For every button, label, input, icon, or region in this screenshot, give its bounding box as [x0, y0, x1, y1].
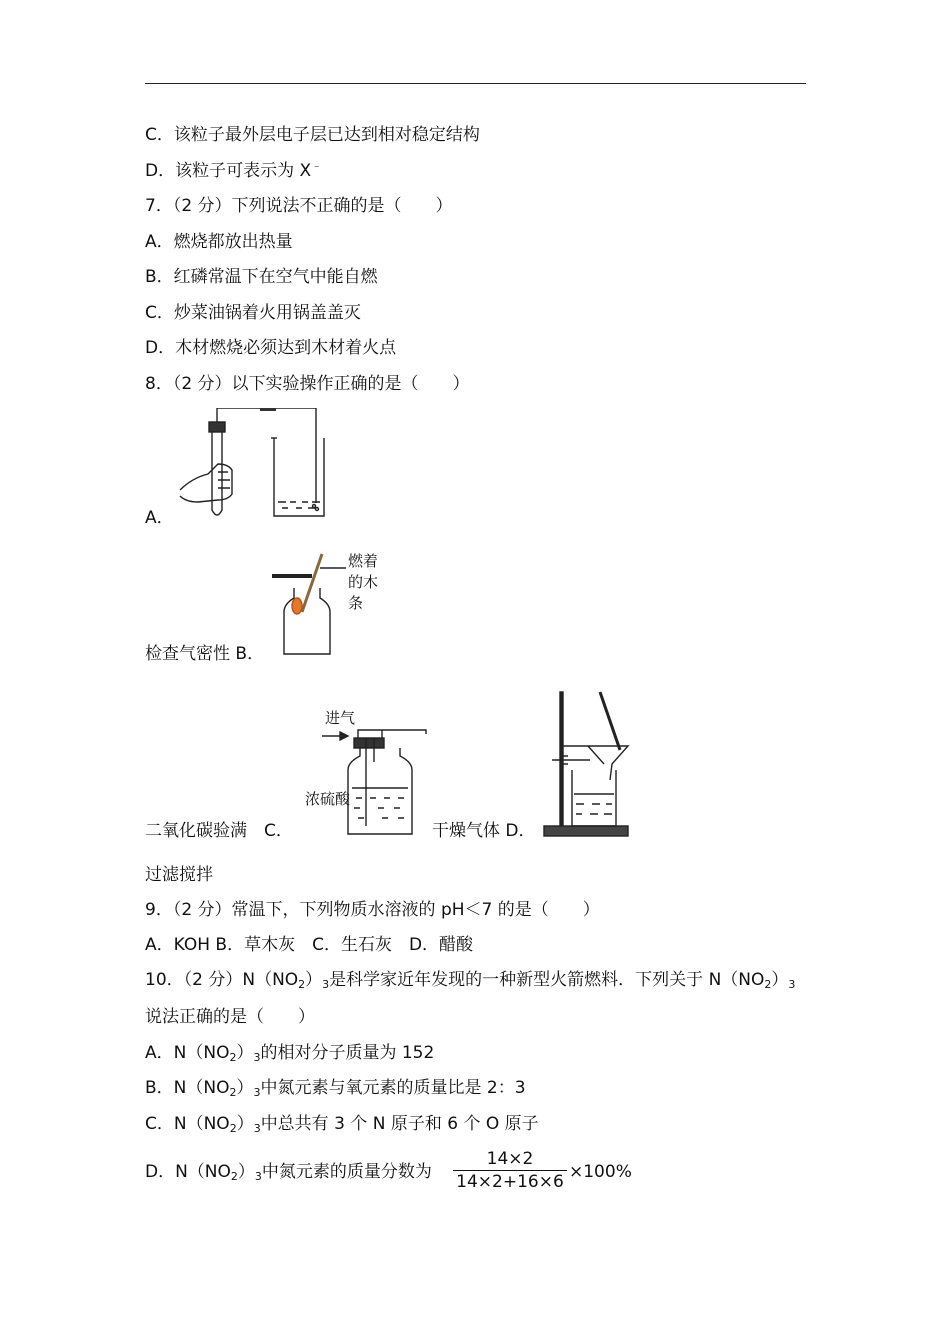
q8-option-b-label: 检查气密性 B．: [145, 644, 265, 664]
q10-option-d: D．$N(NO_2)_3$中氮元素的质量分数为: [145, 1162, 432, 1183]
q7-option-c: C．炒菜油锅着火用锅盖盖灭: [145, 303, 361, 323]
q9-options: A．KOH B．草木灰 C．生石灰 D．醋酸: [145, 935, 474, 955]
q7-option-b: B．红磷常温下在空气中能自燃: [145, 267, 378, 287]
fraction-tail: ×100%: [569, 1162, 632, 1182]
figure-b-label: [348, 551, 378, 614]
figure-b-label-1: 燃着: [348, 552, 379, 570]
fraction-bar: [453, 1170, 567, 1171]
figure-filtration: [540, 690, 635, 838]
figure-c-inlet-label: 进气: [325, 709, 356, 727]
q7-option-a: A．燃烧都放出热量: [145, 232, 293, 252]
q8-option-d-label: 干燥气体 D．: [432, 821, 536, 841]
q8-tail: 过滤搅拌: [145, 865, 213, 885]
question-7: 7．（2 分）下列说法不正确的是（ ）: [145, 196, 453, 216]
mass-fraction-formula: [453, 1149, 567, 1192]
figure-c-acid-label: 浓硫酸: [305, 790, 351, 808]
q10-option-a: A．$N(NO_2)_3$的相对分子质量为 152: [145, 1043, 435, 1064]
q8-option-a-label: A．: [145, 508, 174, 528]
figure-b-label-3: 条: [348, 594, 364, 612]
q7-option-d: D．木材燃烧必须达到木材着火点: [145, 338, 397, 358]
fraction-denominator: 14×2+16×6: [456, 1172, 564, 1192]
option-d-prev: D．该粒子可表示为 X﹣: [145, 159, 323, 181]
fraction-numerator: 14×2: [486, 1149, 534, 1169]
question-10: 10．（2 分）$N(NO_2)_3$是科学家近年发现的一种新型火箭燃料．下列关于 $N(NO_2)_3$: [145, 970, 796, 991]
q8-option-c-label: 二氧化碳验满 C．: [145, 821, 293, 841]
q10-option-b: B．$N(NO_2)_3$中氮元素与氧元素的质量比是 2：3: [145, 1078, 526, 1099]
figure-b-label-2: 的木: [348, 573, 379, 591]
question-10-line2: 说法正确的是（ ）: [145, 1007, 315, 1027]
header-rule: [145, 83, 806, 84]
q10-option-c: C．$N(NO_2)_3$中总共有 3 个 N 原子和 6 个 O 原子: [145, 1114, 539, 1135]
figure-airtightness-check: [178, 408, 343, 523]
question-8: 8．（2 分）以下实验操作正确的是（ ）: [145, 374, 470, 394]
option-c-prev: C．该粒子最外层电子层已达到相对稳定结构: [145, 125, 480, 145]
question-9: 9．（2 分）常温下，下列物质水溶液的 pH＜7 的是（ ）: [145, 900, 600, 920]
